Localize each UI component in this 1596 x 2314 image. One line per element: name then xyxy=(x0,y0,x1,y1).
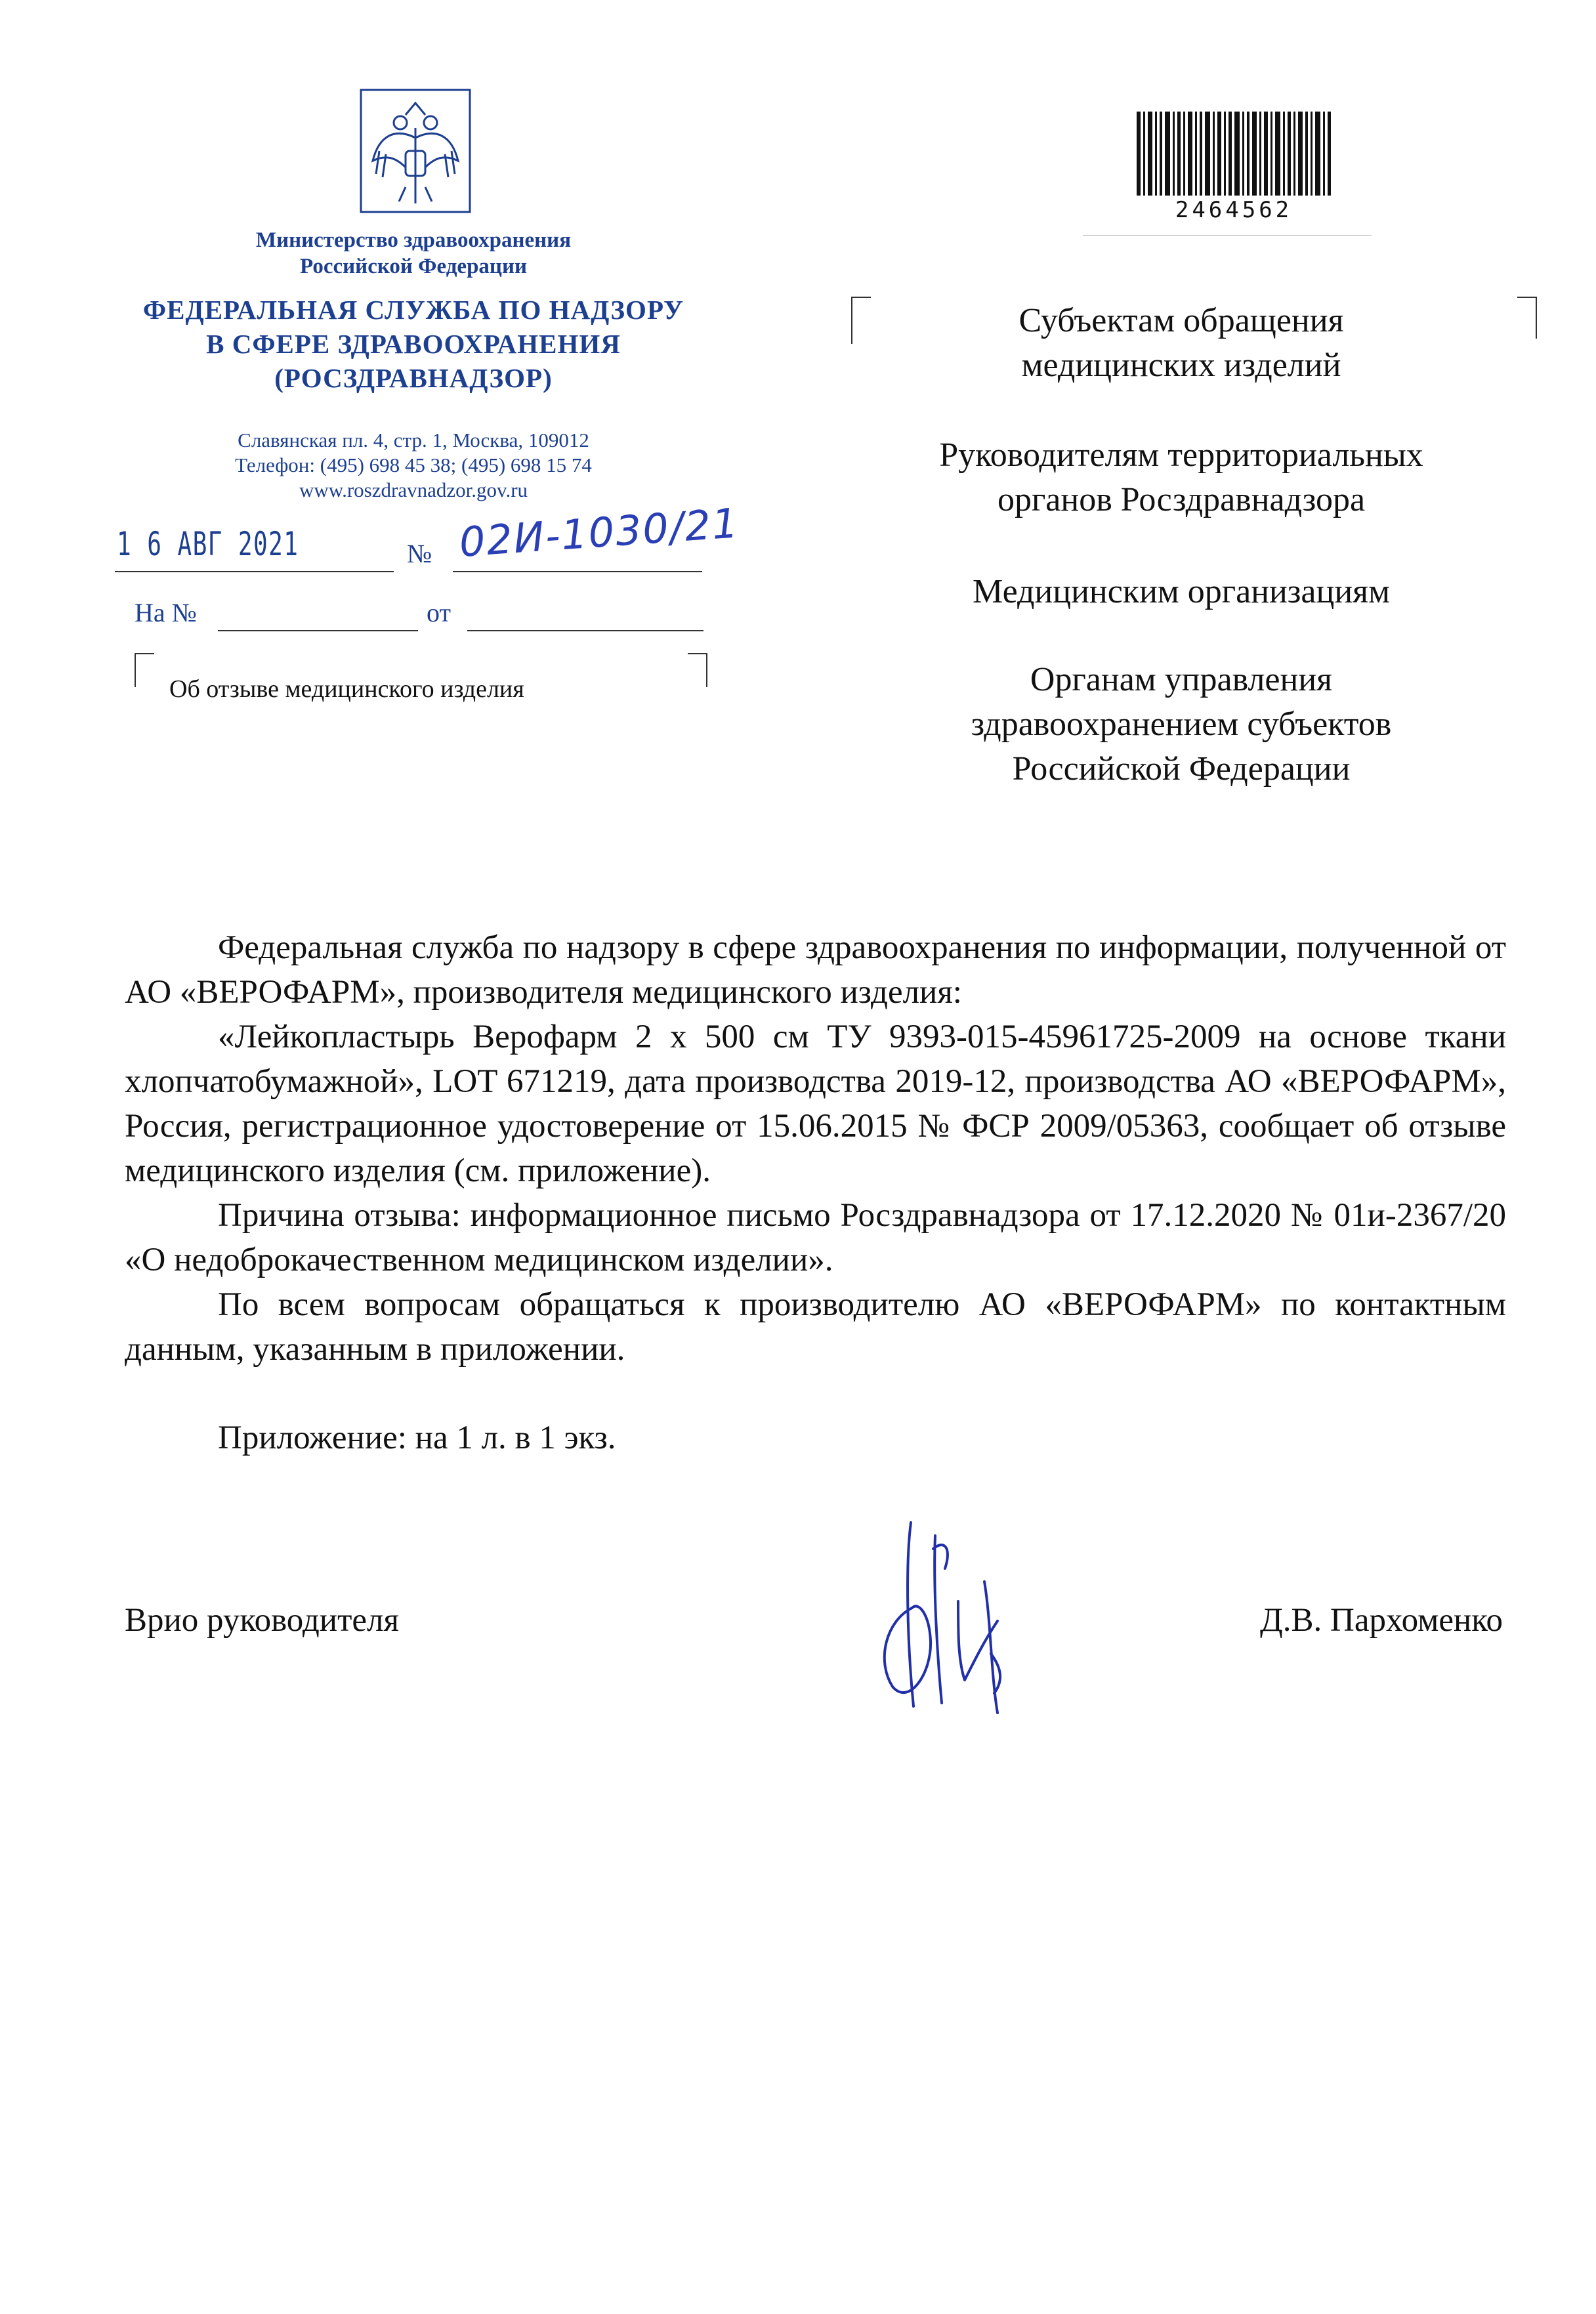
recipient-block: Субъектам обращения медицинских изделий xyxy=(1018,302,1344,384)
reference-from-label: от xyxy=(427,598,451,627)
body-paragraph: Федеральная служба по надзору в сфере здравоохранения по информации, полученной от АО «ВЕРОФАРМ», производителя медицинского изделия: xyxy=(125,929,1506,1011)
reference-label: На № xyxy=(135,598,197,627)
date-underline xyxy=(115,571,394,572)
attachment-note: Приложение: на 1 л. в 1 экз. xyxy=(218,1420,616,1456)
letter-subject: Об отзыве медицинского изделия xyxy=(169,675,524,703)
recipient-block: Руководителям территориальных органов Росздравнадзора xyxy=(939,436,1423,518)
coat-of-arms-icon xyxy=(360,89,471,213)
subject-bracket-left xyxy=(135,653,154,687)
barcode-divider xyxy=(1083,235,1372,236)
reference-date-line xyxy=(467,630,704,631)
barcode-number: 2464562 xyxy=(1175,197,1293,223)
body-paragraph: «Лейкопластырь Верофарм 2 х 500 см ТУ 9393-015-45961725-2009 на основе ткани хлопчатобумажной», LOT 671219, дата производства 2019-12, производства АО «ВЕРОФАРМ», Россия, регистрационное удостоверение от 15.06.2015 № ФСР 2009/05363, сообщает об отзыве медицинского изделия (см. приложение). xyxy=(125,1019,1506,1189)
ministry-name: Министерство здравоохранения Российской Федерации xyxy=(255,228,572,278)
subject-bracket-right xyxy=(688,653,707,687)
number-underline xyxy=(453,571,702,572)
body-paragraph: Причина отзыва: информационное письмо Росздравнадзора от 17.12.2020 № 01и-2367/20 «О недоброкачественном медицинском изделии». xyxy=(125,1197,1506,1278)
registration-number: 02И-1030/21 xyxy=(457,499,741,566)
reference-number-line xyxy=(218,630,418,631)
signatory-name: Д.В. Пархоменко xyxy=(1260,1602,1503,1639)
number-sign: № xyxy=(407,539,432,568)
recipient-block: Органам управления здравоохранением субъектов Российской Федерации xyxy=(971,661,1392,788)
letter-body xyxy=(125,925,1506,1372)
body-paragraph: По всем вопросам обращаться к производителю АО «ВЕРОФАРМ» по контактным данным, указанным в приложении. xyxy=(125,1286,1506,1368)
service-name: ФЕДЕРАЛЬНАЯ СЛУЖБА ПО НАДЗОРУ В СФЕРЕ ЗДРАВООХРАНЕНИЯ (РОСЗДРАВНАДЗОР) xyxy=(142,295,684,393)
signatory-role: Врио руководителя xyxy=(125,1602,399,1639)
recipient-block: Медицинским организациям xyxy=(973,573,1390,610)
sender-address: Славянская пл. 4, стр. 1, Москва, 109012 Телефон: (495) 698 45 38; (495) 698 15 74 www.roszdravnadzor.gov.ru xyxy=(235,429,592,501)
handwritten-signature-icon xyxy=(860,1509,1057,1719)
barcode-icon xyxy=(1135,112,1332,197)
registration-date-stamp: 1 6 АВГ 2021 xyxy=(117,525,299,563)
